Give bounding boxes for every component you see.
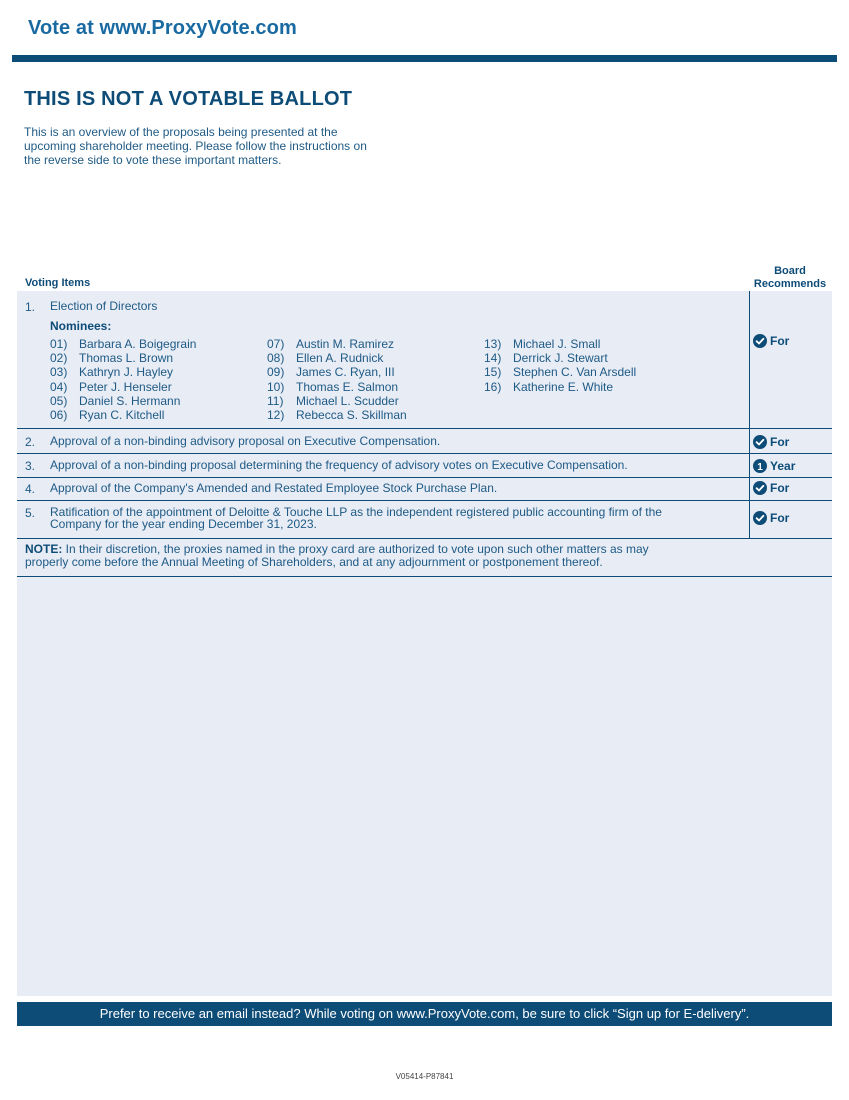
- item-number: 2.: [25, 435, 36, 449]
- check-circle-icon: [753, 511, 767, 525]
- nominees-label: Nominees:: [50, 319, 112, 333]
- one-circle-icon-digit: 1: [757, 461, 763, 473]
- item-text-auditor: [50, 506, 662, 530]
- nominee-name: Stephen C. Van Arsdell: [513, 365, 637, 380]
- item-number: 1.: [25, 300, 36, 314]
- item-text-line: Ratification of the appointment of Deloitte & Touche LLP as the independent registered public accounting firm of the: [50, 505, 662, 519]
- intro-paragraph: [24, 125, 424, 167]
- nominee-name: Thomas E. Salmon: [296, 379, 399, 394]
- intro-line: This is an overview of the proposals being presented at the: [24, 125, 338, 139]
- nominee-number: 02): [50, 351, 68, 366]
- nominee-row: [484, 380, 636, 394]
- nominee-name: Rebecca S. Skillman: [296, 407, 407, 422]
- nominee-column: [267, 337, 407, 422]
- row-divider: [17, 477, 832, 478]
- nominee-name: Daniel S. Hermann: [79, 393, 181, 408]
- board-recommendation: [753, 459, 795, 473]
- nominee-row: [267, 380, 407, 394]
- nominee-name: Austin M. Ramirez: [296, 337, 395, 351]
- nominee-number: 12): [267, 407, 285, 422]
- nominee-row: [484, 337, 636, 351]
- note-line: properly come before the Annual Meeting of Shareholders, and at any adjournment or postponement thereof.: [25, 555, 603, 569]
- board-header-line: Board: [774, 265, 806, 277]
- nominee-row: [484, 351, 636, 365]
- nominee-number: 09): [267, 365, 285, 380]
- page-title: THIS IS NOT A VOTABLE BALLOT: [24, 88, 353, 110]
- nominee-row: [50, 408, 196, 422]
- row-divider: [17, 576, 832, 577]
- board-recommends-header: [749, 265, 831, 291]
- nominee-number: 05): [50, 393, 68, 408]
- row-divider: [17, 538, 832, 539]
- item-text-espp: Approval of the Company's Amended and Restated Employee Stock Purchase Plan.: [50, 481, 498, 495]
- nominee-number: 03): [50, 365, 68, 380]
- nominee-name: Ryan C. Kitchell: [79, 407, 165, 422]
- nominee-row: [50, 380, 196, 394]
- nominee-column: [484, 337, 636, 394]
- board-header-line: Recommends: [753, 278, 827, 290]
- intro-line: the reverse side to vote these important matters.: [24, 153, 282, 167]
- board-recommendation: [753, 481, 789, 495]
- document-code: V05414-P87841: [395, 1072, 454, 1081]
- item-text-line: Company for the year ending December 31, 2023.: [50, 517, 317, 531]
- proxyvote-link[interactable]: Vote at www.ProxyVote.com: [28, 17, 297, 39]
- nominee-name: Barbara A. Boigegrain: [79, 337, 197, 351]
- note-label: NOTE:: [25, 542, 63, 556]
- item-text-frequency: Approval of a non-binding proposal determining the frequency of advisory votes on Executive Compensation.: [50, 458, 628, 472]
- recommendation-label: For: [770, 334, 790, 348]
- nominee-row: [267, 365, 407, 379]
- nominee-number: 04): [50, 379, 68, 394]
- item-number: 3.: [25, 459, 36, 473]
- nominee-number: 06): [50, 407, 68, 422]
- item-number: 5.: [25, 506, 36, 520]
- row-divider: [17, 453, 832, 454]
- recommendation-label: For: [770, 435, 790, 449]
- nominee-number: 15): [484, 365, 502, 380]
- nominee-name: Kathryn J. Hayley: [79, 365, 174, 380]
- nominee-row: [267, 408, 407, 422]
- nominee-row: [50, 337, 196, 351]
- nominee-name: Katherine E. White: [513, 379, 614, 394]
- nominee-name: Michael L. Scudder: [296, 393, 399, 408]
- voting-items-header: Voting Items: [25, 277, 91, 289]
- item-text-exec-comp: Approval of a non-binding advisory proposal on Executive Compensation.: [50, 434, 441, 448]
- note-paragraph: [25, 543, 765, 569]
- board-recommendation: [753, 435, 789, 449]
- edelivery-banner: Prefer to receive an email instead? While voting on www.ProxyVote.com, be sure to click “Sign up for E-delivery”.: [17, 1002, 832, 1026]
- header-divider: [12, 55, 837, 62]
- nominee-number: 11): [267, 393, 284, 408]
- recommendation-label: Year: [770, 459, 796, 473]
- check-circle-icon: [753, 435, 767, 449]
- board-recommendation: [753, 511, 789, 525]
- nominee-name: Michael J. Small: [513, 337, 601, 351]
- nominee-name: Ellen A. Rudnick: [296, 351, 384, 366]
- nominee-row: [484, 365, 636, 379]
- nominee-column: [50, 337, 196, 422]
- nominee-name: Peter J. Henseler: [79, 379, 172, 394]
- nominee-name: James C. Ryan, III: [296, 365, 395, 380]
- one-circle-icon: [753, 459, 767, 473]
- nominee-row: [50, 365, 196, 379]
- nominee-row: [267, 337, 407, 351]
- nominee-number: 10): [267, 379, 285, 394]
- recommendation-label: For: [770, 481, 790, 495]
- check-circle-icon: [753, 481, 767, 495]
- item-text-election: Election of Directors: [50, 299, 158, 313]
- nominee-name: Derrick J. Stewart: [513, 351, 608, 366]
- row-divider: [17, 428, 832, 429]
- row-divider: [17, 500, 832, 501]
- nominee-row: [50, 351, 196, 365]
- nominee-number: 13): [484, 337, 502, 351]
- recommendation-label: For: [770, 511, 790, 525]
- item-number: 4.: [25, 482, 36, 496]
- check-circle-icon: [753, 334, 767, 348]
- nominee-row: [267, 351, 407, 365]
- nominee-number: 01): [50, 337, 68, 351]
- nominee-number: 07): [267, 337, 285, 351]
- nominee-number: 16): [484, 379, 502, 394]
- intro-line: upcoming shareholder meeting. Please follow the instructions on: [24, 139, 367, 153]
- nominee-number: 08): [267, 351, 285, 366]
- note-text: In their discretion, the proxies named in the proxy card are authorized to vote upon such other matters as may: [62, 542, 649, 556]
- nominee-number: 14): [484, 351, 502, 366]
- nominee-name: Thomas L. Brown: [79, 351, 174, 366]
- board-recommendation: [753, 334, 789, 348]
- nominee-row: [267, 394, 407, 408]
- nominee-row: [50, 394, 196, 408]
